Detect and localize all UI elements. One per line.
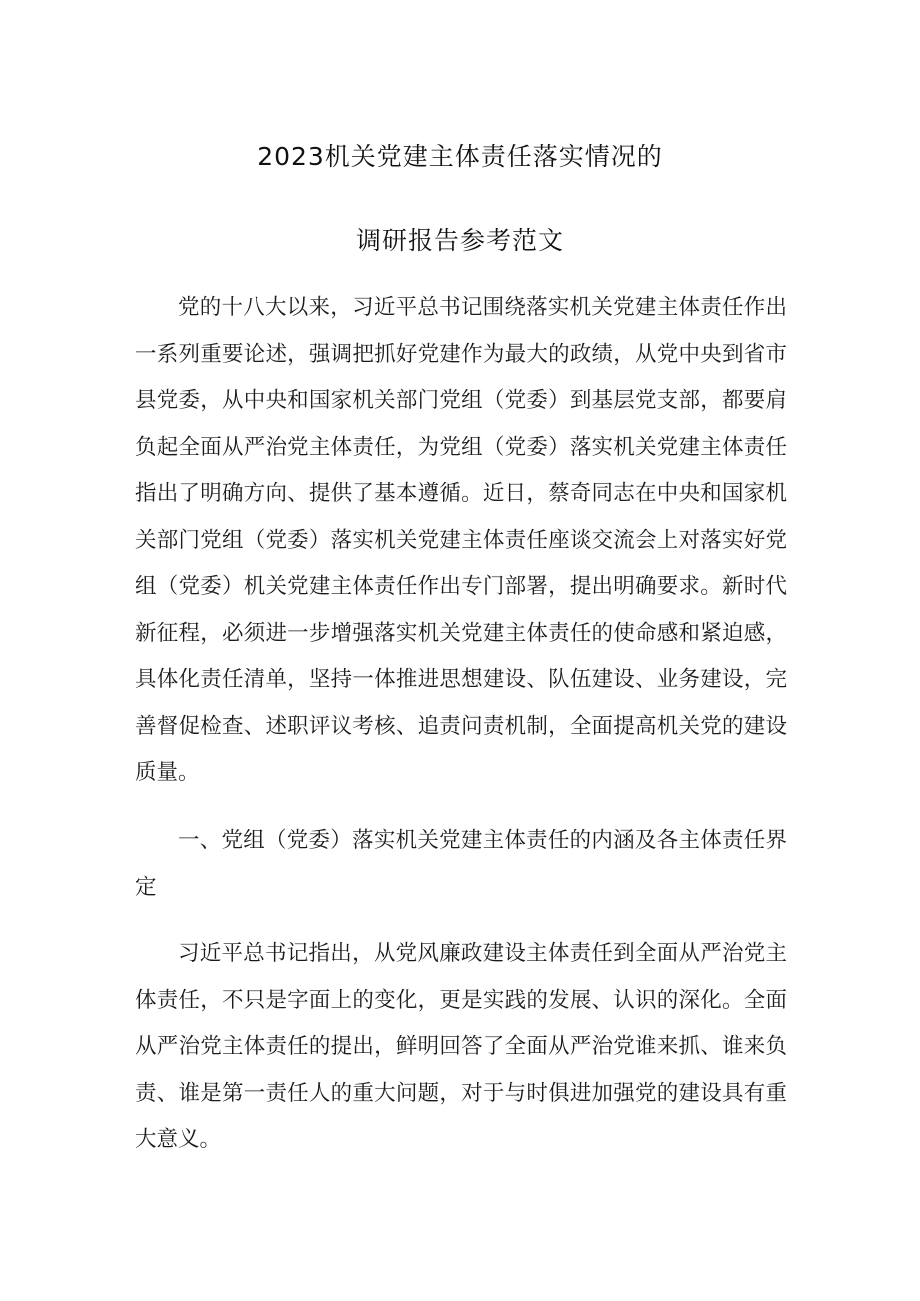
- intro-paragraph: 党的十八大以来，习近平总书记围绕落实机关党建主体责任作出一系列重要论述，强调把抓好党建作为最大的政绩，从党中央到省市县党委，从中央和国家机关部门党组（党委）到基层党支部，都要肩负起全面从严治党主体责任，为党组（党委）落实机关党建主体责任指出了明确方向、提供了基本遵循。近日，蔡奇同志在中央和国家机关部门党组（党委）落实机关党建主体责任座谈交流会上对落实好党组（党委）机关党建主体责任作出专门部署，提出明确要求。新时代新征程，必须进一步增强落实机关党建主体责任的使命感和紧迫感，具体化责任清单，坚持一体推进思想建设、队伍建设、业务建设，完善督促检查、述职评议考核、追责问责机制，全面提高机关党的建设质量。: [135, 295, 787, 785]
- section-heading-1: 一、党组（党委）落实机关党建主体责任的内涵及各主体责任界定: [135, 828, 787, 900]
- document-title-line-2: 调研报告参考范文: [355, 226, 564, 255]
- body-paragraph-2: 习近平总书记指出，从党风廉政建设主体责任到全面从严治党主体责任，不只是字面上的变化，更是实践的发展、认识的深化。全面从严治党主体责任的提出，鲜明回答了全面从严治党谁来抓、谁来负责、谁是第一责任人的重大问题，对于与时俱进加强党的建设具有重大意义。: [135, 941, 787, 1152]
- document-title-line-1: 2023机关党建主体责任落实情况的: [257, 142, 663, 171]
